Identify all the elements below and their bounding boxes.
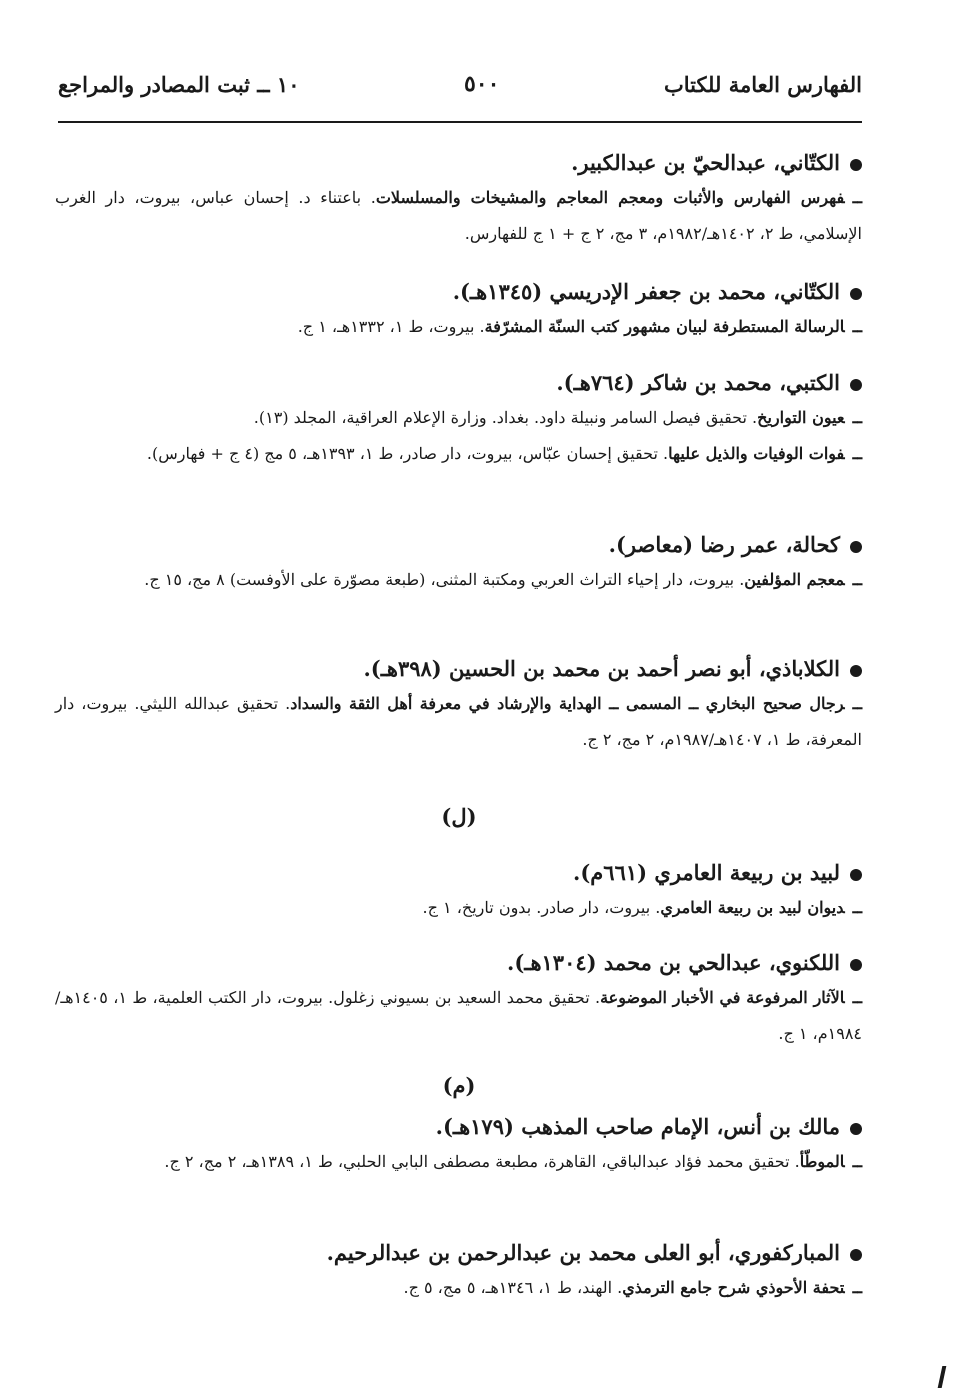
work-title: الآثار المرفوعة في الأخبار الموضوعة	[600, 988, 845, 1007]
bullet-icon	[850, 1123, 862, 1135]
entry-author: المباركفوري، أبو العلى محمد بن عبدالرحمن بن عبدالرحيم.	[55, 1236, 862, 1270]
entry-work: ــالآثار المرفوعة في الأخبار الموضوعة. تحقيق محمد السعيد بن بسيوني زغلول. بيروت، دار الكتب العلمية، ط ١، ١٤٠٥هـ/١٩٨٤م، ١ ج.	[55, 988, 862, 1043]
entry-author: الكتّاني، عبدالحيّ بن عبدالكبير.	[55, 146, 862, 180]
work-details: . بيروت، دار صادر. بدون تاريخ، ١ ج.	[422, 898, 661, 917]
work-details: . تحقيق محمد السعيد بن بسيوني زغلول. بيروت، دار الكتب العلمية، ط ١، ١٤٠٥هـ/١٩٨٤م، ١ ج.	[55, 988, 862, 1043]
work-title: رجال صحيح البخاري ــ المسمى ــ الهداية والإرشاد في معرفة أهل الثقة والسداد	[290, 694, 845, 713]
bullet-icon	[850, 379, 862, 391]
bibliography-entry	[55, 366, 862, 472]
work-title: معجم المؤلفين	[744, 570, 845, 589]
entry-work: ــتحفة الأحوذي شرح جامع الترمذي. الهند، ط ١، ١٣٤٦هـ، ٥ مج، ٥ ج.	[403, 1278, 862, 1297]
section-letter-mim: (م)	[442, 1073, 476, 1098]
work-title: ديوان لبيد بن ربيعة العامري	[660, 898, 845, 917]
bullet-icon	[850, 869, 862, 881]
work-title: فوات الوفيات والذيل عليها	[668, 444, 845, 463]
work-title: فهرس الفهارس والأثبات ومعجم المعاجم والمشيخات والمسلسلات	[375, 188, 845, 207]
bullet-icon	[850, 288, 862, 300]
entry-work: ــفهرس الفهارس والأثبات ومعجم المعاجم والمشيخات والمسلسلات. باعتناء د. إحسان عباس، بيروت، دار الغرب الإسلامي، ط ٢، ١٤٠٢هـ/١٩٨٢م، ٣ مج، ٢ ج + ١ ج للفهارس.	[55, 188, 863, 243]
entry-author: الكتبي، محمد بن شاكر (٧٦٤هـ).	[55, 366, 862, 400]
bullet-icon	[850, 1249, 862, 1261]
work-details: . تحقيق إحسان عبّاس، بيروت، دار صادر، ط ١، ١٣٩٣هـ، ٥ مج (٤ ج + فهارس).	[146, 444, 669, 463]
bibliography-entry	[55, 1110, 862, 1180]
entry-author: اللكنوي، عبدالحي بن محمد (١٣٠٤هـ).	[55, 946, 862, 980]
bibliography-entry	[55, 275, 862, 345]
bullet-icon	[850, 665, 862, 677]
work-details: . تحقيق محمد فؤاد عبدالباقي، القاهرة، مطبعة مصطفى البابي الحلبي، ط ١، ١٣٨٩هـ، ٢ مج، ٢ ج.	[164, 1152, 800, 1171]
work-title: عيون التواريخ	[757, 408, 845, 427]
entry-author: لبيد بن ربيعة العامري (٦٦١م).	[55, 856, 862, 890]
bibliography-entry	[55, 856, 862, 926]
entry-author: كحالة، عمر رضا (معاصر).	[55, 528, 862, 562]
bullet-icon	[850, 541, 862, 553]
work-details: . تحقيق فيصل السامر ونبيلة داود. بغداد. وزارة الإعلام العراقية، المجلد (١٣).	[253, 408, 758, 427]
entry-work: ــديوان لبيد بن ربيعة العامري. بيروت، دار صادر. بدون تاريخ، ١ ج.	[422, 898, 862, 917]
entry-work: ــمعجم المؤلفين. بيروت، دار إحياء التراث العربي ومكتبة المثنى، (طبعة مصوّرة على الأوفست) ٨ مج، ١٥ ج.	[144, 570, 862, 589]
work-details: . الهند، ط ١، ١٣٤٦هـ، ٥ مج، ٥ ج.	[403, 1278, 623, 1297]
running-header	[58, 64, 862, 104]
work-title: تحفة الأحوذي شرح جامع الترمذي	[622, 1278, 845, 1297]
header-chapter-title: ١٠ ــ ثبت المصادر والمراجع	[58, 71, 300, 97]
bibliography-entry	[55, 146, 862, 252]
entry-work: ــعيون التواريخ. تحقيق فيصل السامر ونبيلة داود. بغداد. وزارة الإعلام العراقية، المجلد (١٣).	[253, 408, 862, 427]
entry-author: الكلاباذي، أبو نصر أحمد بن محمد بن الحسين (٣٩٨هـ).	[55, 652, 862, 686]
section-letter-lam: (ل)	[441, 804, 477, 829]
header-book-title: الفهارس العامة للكتاب	[663, 71, 862, 97]
header-rule	[58, 121, 862, 123]
work-details: . بيروت، دار إحياء التراث العربي ومكتبة المثنى، (طبعة مصوّرة على الأوفست) ٨ مج، ١٥ ج.	[144, 570, 745, 589]
bullet-icon	[850, 959, 862, 971]
entry-author: الكتّاني، محمد بن جعفر الإدريسي (١٣٤٥هـ).	[55, 275, 862, 309]
entry-author: مالك بن أنس، الإمام صاحب المذهب (١٧٩هـ).	[55, 1110, 862, 1144]
bibliography-entry	[55, 1236, 862, 1306]
bullet-icon	[850, 159, 862, 171]
work-details: . بيروت، ط ١، ١٣٣٢هـ، ١ ج.	[297, 317, 485, 336]
entry-work: ــرجال صحيح البخاري ــ المسمى ــ الهداية والإرشاد في معرفة أهل الثقة والسداد. تحقيق عبدالله الليثي. بيروت، دار المعرفة، ط ١، ١٤٠٧هـ/١٩٨٧م، ٢ مج، ٢ ج.	[55, 694, 862, 749]
page-number: ٥٠٠	[463, 71, 500, 97]
work-title: الموطّأ	[799, 1152, 845, 1171]
bibliography-entry	[55, 528, 862, 598]
work-details: . تحقيق عبدالله الليثي. بيروت، دار المعرفة، ط ١، ١٤٠٧هـ/١٩٨٧م، ٢ مج، ٢ ج.	[55, 694, 862, 749]
work-title: الرسالة المستطرفة لبيان مشهور كتب السنّة المشرّفة	[484, 317, 845, 336]
bibliography-entry	[55, 652, 862, 758]
bibliography-entry	[55, 946, 862, 1052]
entry-work: ــالموطّأ. تحقيق محمد فؤاد عبدالباقي، القاهرة، مطبعة مصطفى البابي الحلبي، ط ١، ١٣٨٩هـ، ٢ مج، ٢ ج.	[164, 1152, 862, 1171]
entry-work: ــالرسالة المستطرفة لبيان مشهور كتب السنّة المشرّفة. بيروت، ط ١، ١٣٣٢هـ، ١ ج.	[297, 317, 862, 336]
scan-edge-mark	[938, 1366, 947, 1388]
work-details: . باعتناء د. إحسان عباس، بيروت، دار الغرب الإسلامي، ط ٢، ١٤٠٢هـ/١٩٨٢م، ٣ مج، ٢ ج + ١ ج للفهارس.	[55, 188, 862, 243]
entry-work: ــفوات الوفيات والذيل عليها. تحقيق إحسان عبّاس، بيروت، دار صادر، ط ١، ١٣٩٣هـ، ٥ مج (٤ ج + فهارس).	[146, 444, 862, 463]
